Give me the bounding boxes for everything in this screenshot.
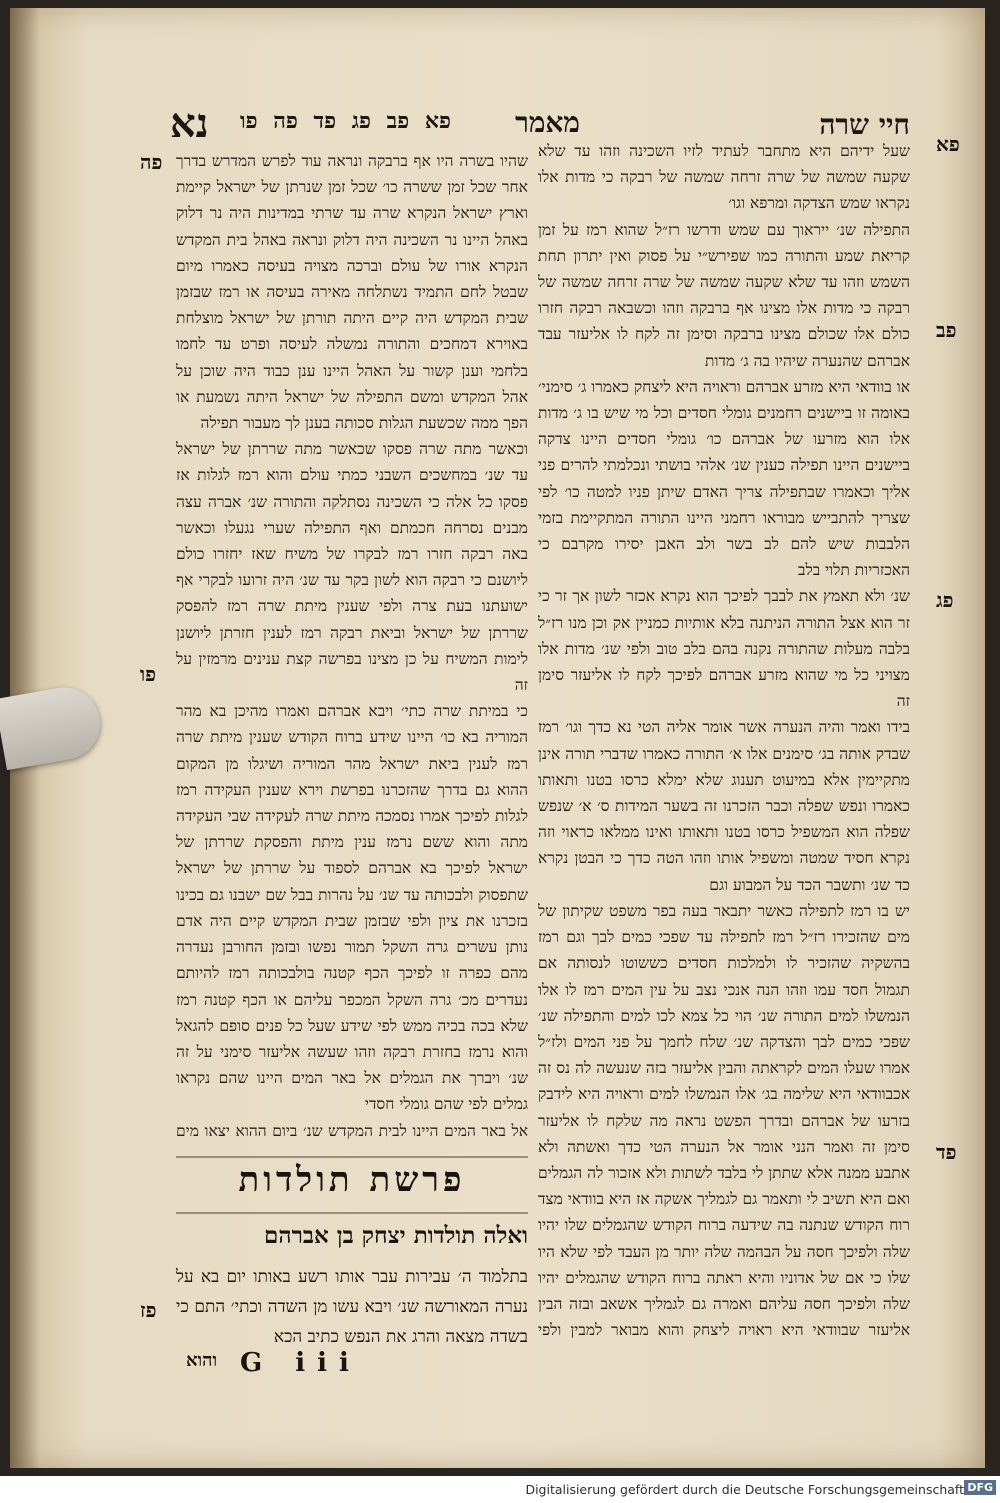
paragraph: בידו ואמר והיה הנערה אשר אומר אליה הטי נא כדך וגו׳ רמז שבדק אותה בג׳ סימנים אלו א׳ התורה כאמרו שדברי תורה אינן מתקיימין אלא במיעוט תענוג שלא ימלא כרסו בטנו ותאותו כאמרו ונפש שפלה וכבר הזכרנו זה בשער המידות ס׳ א׳ שנפש שפלה הוא המשפיל כרסו בטנו ותאותו ואינו ממלאו כראוי וזה נקרא חסיד שמטה ומשפיל אותו וזהו הטה כדך כי הבטן נקרא כד שנ׳ ותשבר הכד על המבוע וגם bbox=[538, 718, 910, 894]
paragraph: שעל ידיהם היא מתחבר לעתיד לזיו השכינה וזהו עד שלא שקעה שמשה של שרה זרחה שמשה של רבקה כי מדות אלו נקראו שמש הצדקה ומרפא וגו׳ bbox=[538, 142, 910, 213]
paragraph: יש בו רמז לתפילה כאשר יתבאר בעה בפר משפט שקיתון של מים שהזכירו רז״ל רמז לתפילה עד שפכי כמים לבך וגם רמז בהשקיה שהזכיר לו ולמלכות חסדים כששוטו לנסותה אם תגמול חסד עמו וזהו הנה אנכי נצב על עין המים רמז לו אלו הנמשלו למים התורה שנ׳ הוי כל צמא לכו למים והתפילה שנ׳ שפכי כמים לבך והצדקה שנ׳ שלח לחמך על פני המים ולז״ל אמרו שעלו המים לקראתה והבין אליעזר בזה שנעשה לה נס זה אכבוודאי היא שלימה בג׳ אלו הנמשלו למים וראויה היא לידבק בזרעו של אברהם ובדרך הפשט נראה מה שלקח לו אליעזר סימן זה ואמר הנני אומר אל הנערה הטי כדך ואשתה ולא אתבע ממנה אלא שתתן לי בלבד לשתות ולא אזכור לה הגמלים ואם היא תשיב לי ותאמר גם לגמליך אשקה אז היא בוודאי מצד רוח הקודש שנתנה בה שידעה ברוח הקודש שהגמלים שלו יהיו שלה ולפיכך חסה על הבהמה שלה יותר מן העבד לפי שלא היו שלו כי אם של אדוניו והיא ראתה ברוח הקודש שהגמלים יהיו שלה ולפיכך חסה עליהם ואמרה גם לגמליך אשאב ובזה הבין אליעזר שבוודאי היא ראויה ליצחק והוא מבואר למבין ולפי bbox=[538, 901, 910, 1338]
paragraph: שנ׳ ולא תאמץ את לבבך לפיכך הוא נקרא אכזר לשון אך זר כי זר הוא אצל התורה הניתנה בלא אותיות כמניין אק וכן מנו רז״ל בלבה מעלות שהתורה נקנה בהם בלב טוב ולפי שנ׳ מדות אלו מצויני כל מי שהוא מזרע אברהם לפיכך לקח לו אליעזר סימן זה bbox=[538, 587, 910, 711]
sidenote-pz: פז bbox=[140, 1298, 157, 1322]
dfg-logo-icon: DFG bbox=[964, 1480, 996, 1495]
paragraph: התפילה שנ׳ ייראוך עם שמש ודרשו רז״ל שהוא רמז על זמן קריאת שמע והתורה כמו שפירש״י על פסוק ואין יתרון תחת השמש וזהו עד שלא שקעה שמשה של שרה זרחה שמשה של רבקה כי מדות אלו מצינו אף ברבקה וזהו וכשבאה רבקה חזרו כולם אלו שכולם מצינו ברבקה וסימן זה לקח לו אליעזר עבד אברהם שהנערה שיהיו בה ג׳ מדות bbox=[538, 220, 910, 370]
sidenote-pb: פב bbox=[936, 318, 957, 342]
paragraph: או בוודאי היא מזרע אברהם וראויה היא ליצחק כאמרו ג׳ סימני׳ באומה זו ביישנים רחמנים גומלי חסדים וכל מי שיש בו ג׳ מדות אלו הוא מזרעו של אברהם כו׳ גומלי חסדים היינו צדקה ביישנים היינו תפילה כענין שנ׳ אלהי בושתי ונכלמתי להרים פני אליך וכאמרו שבתפילה צריך האדם שיתן פניו למטה כו׳ לפי שצריך להתבייש מבוראו רחמני היינו התורה המתקיימת בזמי הלבבות שיש להם לב בשר ולב האבן יסירו מקרבם כי האכזריות תלוי בלב bbox=[538, 377, 910, 580]
digitization-credit: Digitalisierung gefördert durch die Deutsche Forschungsgemeinschaft bbox=[525, 1482, 964, 1497]
right-text-column bbox=[538, 138, 910, 1338]
sidenote-pv: פו bbox=[140, 662, 156, 686]
section-title: פרשת תולדות bbox=[238, 1160, 466, 1200]
sidenote-pd: פד bbox=[936, 1140, 957, 1164]
section-numbers: פא פב פג פד פה פו bbox=[240, 108, 451, 134]
section-subtitle: ואלה תולדות יצחק בן אברהם bbox=[264, 1222, 528, 1249]
section-divider-bottom bbox=[176, 1212, 528, 1214]
sidenote-pg: פג bbox=[936, 588, 954, 612]
printer-signature: G iii bbox=[240, 1348, 361, 1378]
paragraph: שהיו בשרה היו אף ברבקה ונראה עוד לפרש המדרש בדרך אחר שכל זמן ששרה כו׳ שכל זמן שנרתן של ישראל קיימת וארץ ישראל הנקרא שרה עד שרתי במדינות היה נר דלוק באהל היינו נר השכינה היה דלוק ונראה באהל בית המקדש הנקרא אורו של עולם וברכה מצויה בעיסה כאמרו מיום שבטל לחם התמיד נשתלחה מאירה בעיסה או רמז שבזמן שבית המקדש היה קיים היתה תורתן של ישראל מוצלחת באוירא דמחכים והתורה נמשלה לעיסה ופרט עד לחמו בלחמי וענן קשור על האהל היינו ענן כבוד היה שוכן על אהל המקדש ומשם התפילה של ישראל היתה נשמעת או הפך ממה שכשעת הגלות סכותה בענן לך מעבור תפילה bbox=[176, 152, 528, 433]
sidenote-pa: פא bbox=[936, 132, 960, 156]
running-title: חיי שרה bbox=[819, 108, 910, 141]
paragraph: כי במיתת שרה כתי׳ ויבא אברהם ואמרו מהיכן בא מהר המוריה בא כו׳ היינו שידע ברוח הקודש שענין מיתת שרה רמז לענין ביאת ישראל מהר המוריה ושיגלו מן המקום ההוא גם בדרך שהזכרנו בפרשת וירא שענין העקידה רמז לגלות לפיכך אמרו נסמכה מיתת שרה לעקידה שבי העקידה מתה והוא ששם נרמז ענין מיתת והפסקת שררתן של ישראל לפיכך בא אברהם לספוד על שררתן של ישראל שתפסוק ולבכותה עד שנ׳ על נהרות בבל שם ישבנו גם בכינו בזכרנו את ציון ולפי שבזמן שבית המקדש קיים היה אדם נותן עשרים גרה השקל תמור נפשו ובזמן החורבן נעדרה מהם כפרה זו לפיכך הכף קטנה בולבכותה רמז להיותם נעדרים מכ׳ גרה השקל המכפר עליהם או הכף קטנה רמז שלא בכה בכיה ממש לפי שידע שעל כל פנים סופם להגאל והוא נרמז בחזרת רבקה וזהו שעשה אליעזר סימני על זה שנ׳ ויברך את הגמלים אל באר המים היינו שהם נקראו גמלים לפי שהם גומלי חסדי bbox=[176, 702, 528, 1114]
sidenote-ph: פה bbox=[140, 150, 163, 174]
folio-number: נא bbox=[170, 100, 209, 147]
catchword: והוא bbox=[186, 1350, 218, 1371]
left-text-column bbox=[176, 148, 528, 1148]
section-divider-top bbox=[176, 1156, 528, 1158]
section-body-text: בתלמוד ה׳ עבירות עבר אותו רשע באותו יום בא על נערה המאורשה שנ׳ ויבא עשו מן השדה וכתי׳ התם כי בשדה מצאה והרג את הנפש כתיב הכא bbox=[176, 1267, 528, 1347]
paragraph: וכאשר מתה שרה פסקו שכאשר מתה שררתן של ישראל עד שנ׳ במחשכים השבני כמתי עולם והוא רמז לגלות אז פסקו כל אלה כי השכינה נסתלקה והתורה שנ׳ אברה עצה מבנים נסרחה חכמתם ואף התפילה שערי נגעלו וכאשר באה רבקה חזרו רמז לבקרו של משיח שאז יחזרו כולם ליושנם כי רבקה הוא לשון בקר עד שנ׳ היה זרועו לבקרי אף ישועתנו בעת צרה ולפי שענין מיתת שרה רמז להפסק שררתן של ישראל וביאת רבקה רמז לענין חזרתן ליושנן לימות המשיח על כן מצינו בפרשה קצת ענינים מרמזין על זה bbox=[176, 440, 528, 695]
running-title-middle: מאמר bbox=[515, 106, 580, 139]
paragraph: אל באר המים היינו לבית המקדש שנ׳ ביום ההוא יצאו מים bbox=[176, 1121, 528, 1140]
